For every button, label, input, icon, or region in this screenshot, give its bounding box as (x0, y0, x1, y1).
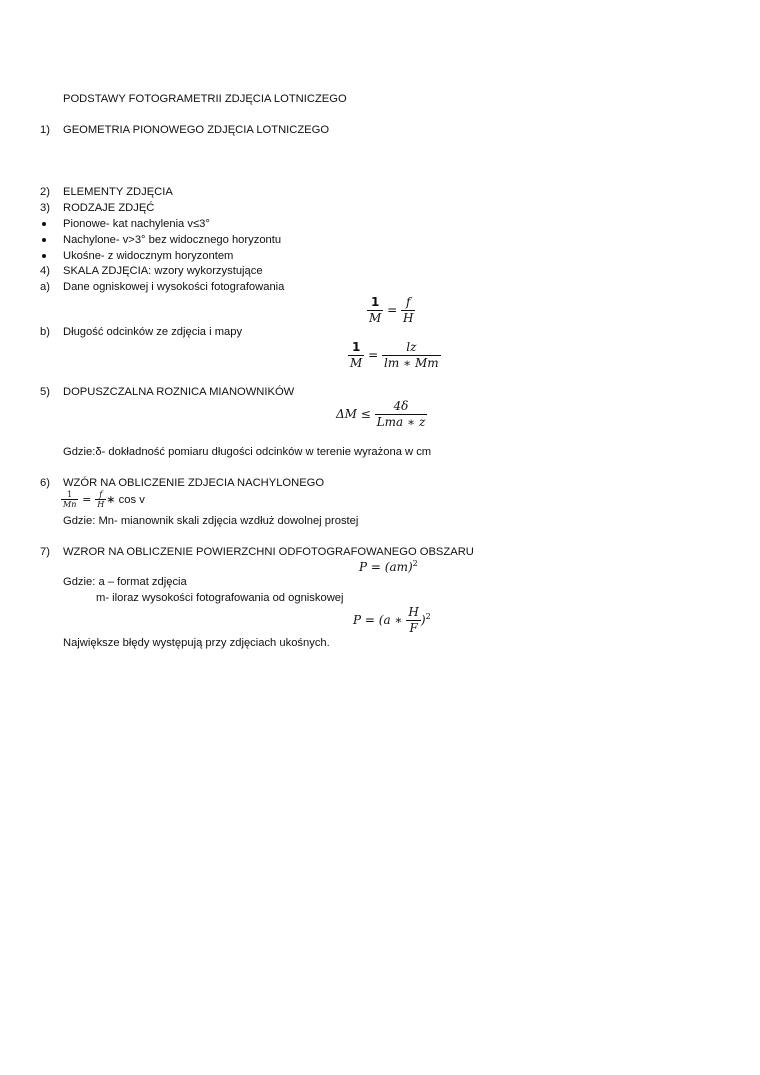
formula-denominator: lm ∗ Mm (384, 356, 439, 370)
formula-denominator: H (403, 311, 414, 325)
scale-formula-a (367, 295, 415, 326)
formula-equals: = (82, 493, 92, 506)
formula-exponent: 2 (412, 559, 418, 568)
formula-denominator: Lma ∗ z (376, 415, 426, 429)
formula-numerator: f (401, 295, 415, 311)
formula-numerator: lz (382, 340, 441, 356)
formula-exponent: 2 (425, 612, 431, 621)
formula-note: m- iloraz wysokości fotografowania od ogniskowej (96, 592, 344, 604)
section-heading: WZROR NA OBLICZENIE POWIERZCHNI ODFOTOGRAFOWANEGO OBSZARU (63, 546, 474, 558)
formula-denominator: M (350, 356, 363, 370)
formula-lhs: P = (a ∗ (353, 613, 403, 627)
closing-remark: Największe błędy występują przy zdjęciach ukośnych. (63, 637, 330, 649)
formula-numerator: 1 (348, 340, 364, 356)
section-heading: ELEMENTY ZDJĘCIA (63, 186, 173, 198)
section-number: 1) (40, 124, 50, 136)
formula-lhs: P = (am) (359, 560, 413, 574)
subsection-text: Dane ogniskowej i wysokości fotografowania (63, 281, 285, 293)
formula-note: Gdzie:δ- dokładność pomiaru długości odcinków w terenie wyrażona w cm (63, 446, 432, 458)
section-heading: WZÓR NA OBLICZENIE ZDJECIA NACHYLONEGO (63, 477, 325, 489)
subsection-letter: b) (40, 326, 50, 338)
bullet-icon (42, 254, 46, 258)
formula-note: Gdzie: Mn- mianownik skali zdjęcia wzdłuż dowolnej prostej (63, 515, 359, 527)
formula-numerator: 1 (61, 490, 78, 500)
bullet-icon (42, 238, 46, 242)
section-number: 7) (40, 546, 50, 558)
formula-denominator: Mn (63, 500, 77, 509)
subsection-text: Długość odcinków ze zdjęcia i mapy (63, 326, 243, 338)
subsection-letter: a) (40, 281, 50, 293)
section-heading: RODZAJE ZDJĘĆ (63, 202, 155, 214)
section-number: 5) (40, 386, 50, 398)
formula-lhs: ΔM ≤ (336, 407, 371, 421)
formula-numerator: 1 (367, 295, 383, 311)
formula-equals: = (368, 348, 379, 362)
list-item: Nachylone- v>3° bez widocznego horyzontu (63, 234, 282, 246)
list-item: Ukośne- z widocznym horyzontem (63, 250, 234, 262)
formula-denominator: F (409, 621, 418, 635)
tolerance-formula (336, 399, 427, 430)
scale-formula-b (348, 340, 441, 371)
formula-denominator: H (97, 500, 105, 509)
formula-numerator: 4δ (375, 399, 428, 415)
section-number: 4) (40, 265, 50, 277)
area-formula-a (359, 559, 418, 574)
list-item: Pionowe- kat nachylenia v≤3° (63, 218, 210, 230)
section-heading: DOPUSZCZALNA ROZNICA MIANOWNIKÓW (63, 386, 295, 398)
formula-numerator: H (408, 605, 419, 619)
formula-numerator: f (95, 490, 106, 500)
formula-equals: = (387, 303, 398, 317)
formula-note: Gdzie: a – format zdjęcia (63, 576, 187, 588)
section-number: 2) (40, 186, 50, 198)
formula-denominator: M (369, 311, 382, 325)
section-number: 6) (40, 477, 50, 489)
area-formula-b (353, 605, 431, 636)
section-heading: SKALA ZDJĘCIA: wzory wykorzystujące (63, 265, 263, 277)
document-title: PODSTAWY FOTOGRAMETRII ZDJĘCIA LOTNICZEGO (63, 93, 347, 105)
formula-close: ) (420, 613, 426, 627)
section-heading: GEOMETRIA PIONOWEGO ZDJĘCIA LOTNICZEGO (63, 124, 330, 136)
formula-tail: ∗ cos v (106, 494, 145, 506)
tilt-formula (61, 490, 145, 509)
section-number: 3) (40, 202, 50, 214)
bullet-icon (42, 222, 46, 226)
